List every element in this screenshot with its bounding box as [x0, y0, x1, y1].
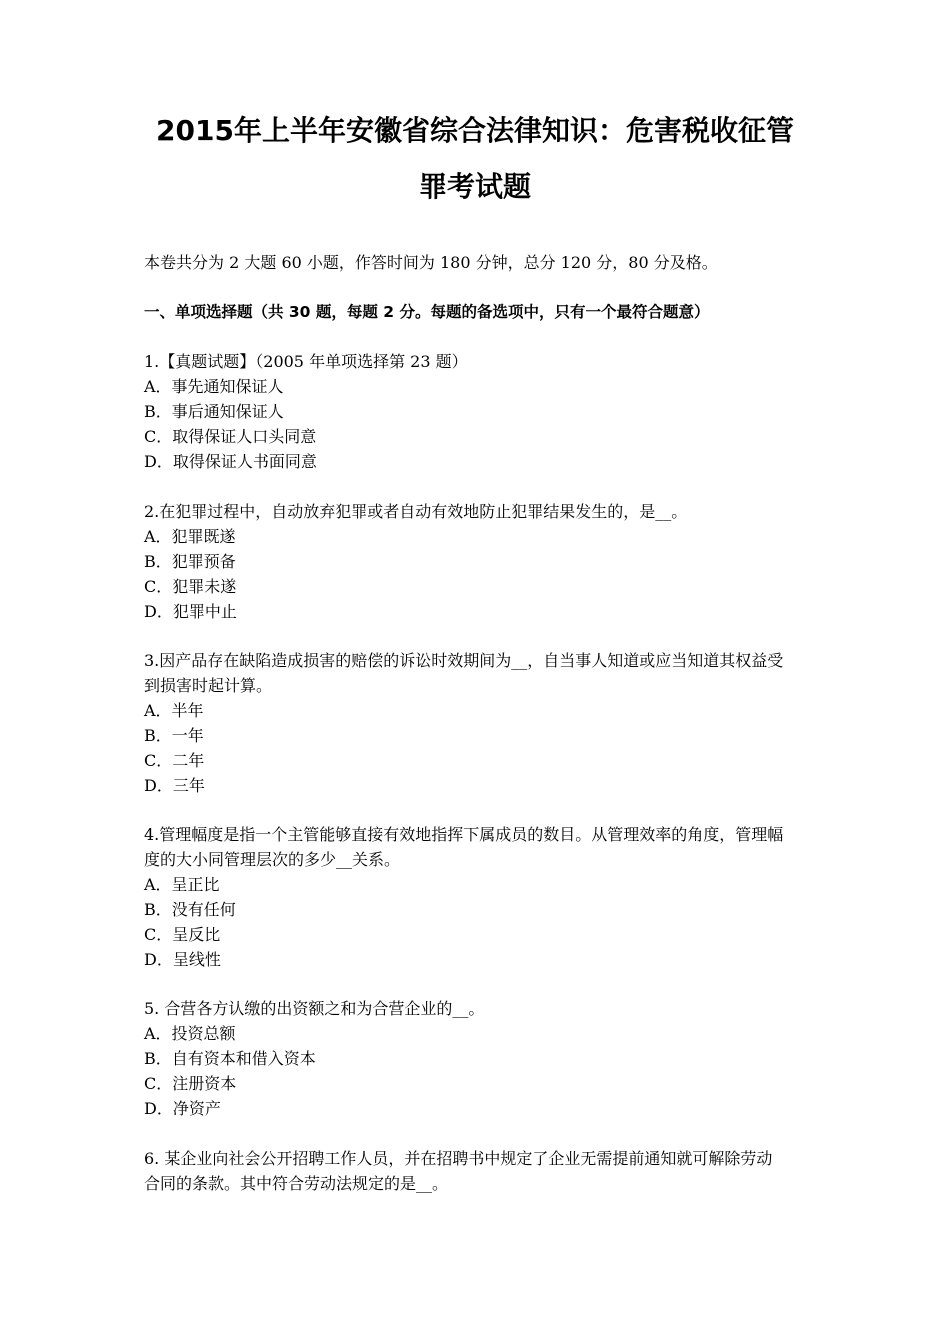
question-stem: 1.【真题试题】（2005 年单项选择第 23 题）: [144, 352, 468, 371]
question-option: A．犯罪既遂: [144, 527, 236, 546]
question-option: C．取得保证人口头同意: [144, 427, 317, 446]
question-option: B．没有任何: [144, 900, 236, 919]
question-stem: 2.在犯罪过程中，自动放弃犯罪或者自动有效地防止犯罪结果发生的，是__。: [144, 502, 688, 521]
question-option: D．净资产: [144, 1099, 221, 1118]
question-option: D．犯罪中止: [144, 602, 237, 621]
question-stem: 6. 某企业向社会公开招聘工作人员，并在招聘书中规定了企业无需提前通知就可解除劳动: [144, 1149, 773, 1168]
question-option: B．事后通知保证人: [144, 402, 284, 421]
question-option: C．犯罪未遂: [144, 577, 237, 596]
document-title-line-2: 罪考试题: [418, 170, 531, 203]
question-option: A．投资总额: [144, 1024, 236, 1043]
question-option: C．呈反比: [144, 925, 221, 944]
question-option: D．三年: [144, 776, 205, 795]
question-stem-continued: 到损害时起计算。: [144, 676, 273, 695]
question-option: A．半年: [144, 701, 204, 720]
question-stem: 3.因产品存在缺陷造成损害的赔偿的诉讼时效期间为__，自当事人知道或应当知道其权益受: [144, 651, 784, 670]
question-option: D．呈线性: [144, 950, 221, 969]
question-option: A．事先通知保证人: [144, 377, 284, 396]
question-option: B．一年: [144, 726, 204, 745]
section-heading: 一、单项选择题（共 30 题，每题 2 分。每题的备选项中，只有一个最符合题意）: [144, 303, 710, 321]
question-option: D．取得保证人书面同意: [144, 452, 317, 471]
question-stem-continued: 合同的条款。其中符合劳动法规定的是__。: [144, 1174, 449, 1193]
question-option: A．呈正比: [144, 875, 220, 894]
question-option: B．犯罪预备: [144, 552, 236, 571]
question-option: C．注册资本: [144, 1074, 237, 1093]
question-option: C．二年: [144, 751, 205, 770]
question-option: B．自有资本和借入资本: [144, 1049, 316, 1068]
document-title-line-1: 2015年上半年安徽省综合法律知识：危害税收征管: [156, 114, 794, 147]
question-stem-continued: 度的大小同管理层次的多少__关系。: [144, 850, 401, 869]
question-stem: 4.管理幅度是指一个主管能够直接有效地指挥下属成员的数目。从管理效率的角度，管理幅: [144, 825, 784, 844]
question-stem: 5. 合营各方认缴的出资额之和为合营企业的__。: [144, 999, 485, 1018]
exam-intro: 本卷共分为 2 大题 60 小题，作答时间为 180 分钟，总分 120 分，80 分及格。: [144, 253, 718, 272]
